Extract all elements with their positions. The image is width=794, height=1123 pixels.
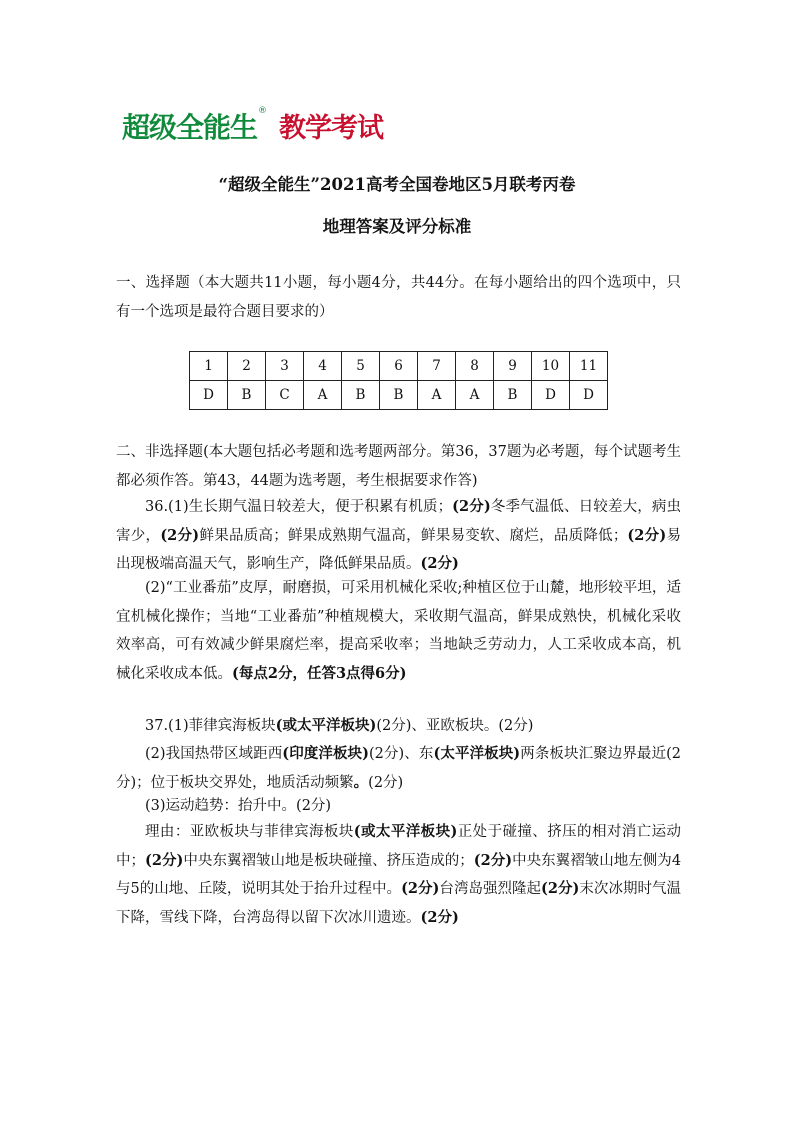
q37-part3 — [116, 792, 681, 821]
answer-text: 两条板块汇聚边界最近(2分)；位于板块交界处，地质活动频繁 — [116, 746, 681, 791]
answer-text: (2)我国热带区域距西 — [145, 746, 283, 762]
answer-text: 正处于碰撞、挤压的相对消亡运动中； — [116, 824, 681, 869]
answer-text: 中央东翼褶皱山地是板块碰撞、挤压造成的； — [183, 852, 474, 869]
question-number-cell: 9 — [494, 352, 532, 381]
question-number-cell: 11 — [570, 352, 608, 381]
answer-text: 台湾岛强烈隆起 — [439, 881, 542, 897]
answer-cell: B — [494, 381, 532, 410]
score-note: (2分) — [401, 880, 440, 897]
question-number-cell: 1 — [190, 352, 228, 381]
answer-text: (2)“工业番茄”皮厚，耐磨损，可采用机械化采收;种植区位于山麓，地形较平坦，适宜机械化操作；当地“工业番茄”种植规模大，采收期气温高，鲜果成熟快，机械化采收效率高，可有效减少鲜果腐烂率，提高采收率；当地缺乏劳动力，人工采收成本高，机械化采收成本低。 — [116, 580, 681, 682]
answer-table — [189, 351, 608, 410]
answer-text: 理由：亚欧板块与菲律宾海板块 — [145, 824, 354, 840]
question-number-cell: 4 — [304, 352, 342, 381]
answer-text: 末次冰期时气温下降，雪线下降，台湾岛得以留下次冰川遗迹。 — [116, 881, 682, 926]
score-note: (2分) — [498, 718, 534, 734]
answer-cell: B — [228, 381, 266, 410]
score-note: (2分) — [296, 798, 332, 814]
question-number-cell: 3 — [266, 352, 304, 381]
question-number-cell: 2 — [228, 352, 266, 381]
score-note: (2分) — [541, 880, 580, 897]
registered-mark: ® — [258, 106, 268, 116]
answer-cell: D — [532, 381, 570, 410]
answer-text: (2分)、东 — [369, 746, 434, 762]
question-number-cell: 8 — [456, 352, 494, 381]
answer-cell: A — [304, 381, 342, 410]
answer-cell: A — [418, 381, 456, 410]
logo — [122, 106, 383, 146]
alt-answer: (或太平洋板块) — [275, 717, 377, 734]
section1-intro: 一、选择题（本大题共11小题，每小题4分，共44分。在每小题给出的四个选项中，只有一个选项是最符合题目要求的） — [116, 275, 681, 320]
question-number-row — [190, 352, 608, 381]
score-note: (2分) — [160, 526, 200, 544]
answer-cell: B — [342, 381, 380, 410]
score-note: (2分) — [452, 498, 491, 515]
question-number-cell: 10 — [532, 352, 570, 381]
question-number-cell: 7 — [418, 352, 456, 381]
score-note: (2分) — [473, 851, 513, 869]
score-note: (2分) — [420, 555, 459, 572]
document-subtitle: 地理答案及评分标准 — [322, 217, 472, 236]
question-number-cell: 6 — [380, 352, 418, 381]
score-note: (2分) — [368, 774, 404, 791]
answer-text: 易出现极端高温天气，影响生产，降低鲜果品质。 — [116, 527, 682, 572]
question-number-cell: 5 — [342, 352, 380, 381]
answer-text: 冬季气温低、日较差大，病虫害少， — [116, 499, 682, 544]
q37-part2 — [116, 740, 681, 797]
logo-brand: 超级全能生 — [122, 111, 258, 144]
score-note: (2分) — [627, 526, 667, 544]
answer-cell: D — [190, 381, 228, 410]
answer-cell: D — [570, 381, 608, 410]
answer-row — [190, 381, 608, 410]
score-note: (每点2分，任答3点得6分) — [232, 664, 407, 682]
answer-text: 。 — [353, 773, 369, 791]
answer-cell: B — [380, 381, 418, 410]
alt-answer: (太平洋板块) — [433, 745, 521, 762]
score-note: (2分) — [420, 908, 459, 926]
alt-answer: (印度洋板块) — [282, 745, 369, 762]
answer-cell: A — [456, 381, 494, 410]
answer-text: (3)运动趋势：抬升中。 — [145, 798, 297, 814]
q37-part1 — [116, 712, 681, 741]
q36-part2 — [116, 574, 681, 688]
answer-text: 37.(1)菲律宾海板块 — [145, 718, 276, 734]
answer-text: 鲜果品质高；鲜果成熟期气温高，鲜果易变软、腐烂，品质降低； — [199, 527, 628, 544]
score-note: (2分) — [145, 851, 184, 869]
answer-text: 中央东翼褶皱山地左侧为4与5的山地、丘陵，说明其处于抬升过程中。 — [116, 852, 682, 897]
q37-part4 — [116, 818, 681, 932]
answer-cell: C — [266, 381, 304, 410]
document-title: “超级全能生”2021高考全国卷地区5月联考丙卷 — [218, 175, 576, 194]
logo-tagline: 教学考试 — [279, 113, 384, 144]
alt-answer: (或太平洋板块) — [353, 823, 458, 840]
answer-text: 36.(1)生长期气温日较差大，便于积累有机质； — [145, 499, 453, 515]
answer-text: (2分)、亚欧板块。 — [376, 718, 499, 734]
section2-intro: 二、非选择题(本大题包括必考题和选考题两部分。第36，37题为必考题，每个试题考生都必须作答。第43，44题为选考题，考生根据要求作答) — [116, 444, 681, 489]
q36-part1 — [116, 493, 681, 579]
